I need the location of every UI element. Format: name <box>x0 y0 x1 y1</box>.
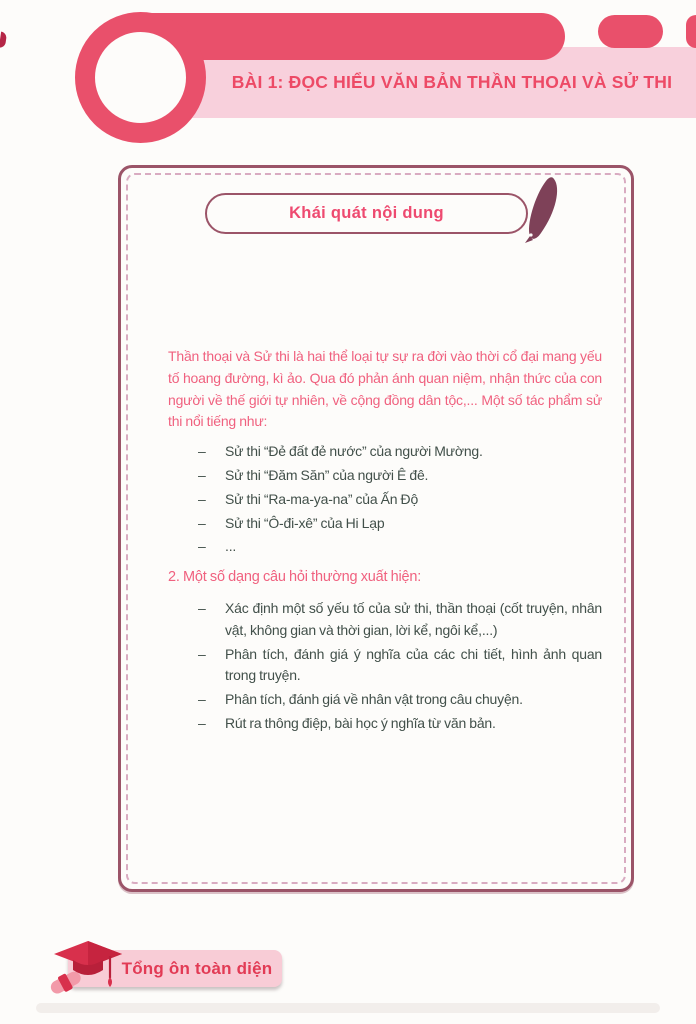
box-content <box>121 168 631 737</box>
list-item <box>198 465 602 487</box>
dash-bullet: – <box>198 645 206 662</box>
dash-bullet: – <box>198 443 206 460</box>
intro-paragraph: Thần thoại và Sử thi là hai thể loại tự sự ra đời vào thời cổ đại mang yếu tố hoang đường, kì ảo. Qua đó phản ánh quan niệm, nhận thức của con người về thế giới tự nhiên, về cộng đồng dân tộc,... Một số tác phẩm sử thi nổi tiếng như: <box>168 348 602 430</box>
list-item <box>198 689 602 711</box>
item-text: Sử thi “Ra-ma-ya-na” của Ấn Độ <box>225 490 419 507</box>
item-text: Xác định một số yếu tố của sử thi, thần thoại (cốt truyện, nhân vật, không gian và thời gian, lời kể, ngôi kể,...) <box>225 599 602 638</box>
page-edge-ink-mark <box>0 32 7 49</box>
list-item <box>198 513 602 535</box>
dash-bullet: – <box>198 490 206 507</box>
list-item <box>198 713 602 735</box>
footer-badge-label: Tổng ôn toàn diện <box>121 958 273 978</box>
list-item <box>198 598 602 642</box>
dash-bullet: – <box>198 691 206 708</box>
dash-bullet: – <box>198 466 206 483</box>
question-list <box>198 598 602 735</box>
section-heading: 2. Một số dạng câu hỏi thường xuất hiện: <box>168 569 422 586</box>
header-edge-decoration <box>686 15 696 48</box>
section-title: Khái quát nội dung <box>289 204 444 222</box>
content-box <box>118 165 634 892</box>
header-pill-decoration <box>598 15 663 48</box>
item-text: Sử thi “Ô-đi-xê” của Hi Lạp <box>225 514 385 531</box>
lesson-title: BÀI 1: ĐỌC HIỂU VĂN BẢN THẦN THOẠI VÀ SỬ THI <box>231 71 673 92</box>
list-item <box>198 536 602 558</box>
list-item <box>198 441 602 463</box>
item-text: Sử thi “Đẻ đất đẻ nước” của người Mường. <box>225 443 483 460</box>
dash-bullet: – <box>198 599 206 616</box>
epic-list <box>198 441 602 558</box>
item-text: Sử thi “Đăm Săn” của người Ê đê. <box>225 466 429 483</box>
list-item <box>198 489 602 511</box>
item-text: Phân tích, đánh giá về nhân vật trong câu chuyện. <box>225 691 523 708</box>
graduation-cap-icon <box>48 939 128 999</box>
item-text: Phân tích, đánh giá ý nghĩa của các chi tiết, hình ảnh quan trong truyện. <box>225 645 602 684</box>
dash-bullet: – <box>198 514 206 531</box>
header-ring-decoration <box>75 12 206 143</box>
bottom-strip <box>36 1003 660 1013</box>
dash-bullet: – <box>198 538 206 555</box>
list-item <box>198 644 602 688</box>
item-text: Rút ra thông điệp, bài học ý nghĩa từ văn bản. <box>225 714 496 731</box>
header-bar <box>140 13 565 60</box>
item-text: ... <box>225 538 237 555</box>
dash-bullet: – <box>198 714 206 731</box>
